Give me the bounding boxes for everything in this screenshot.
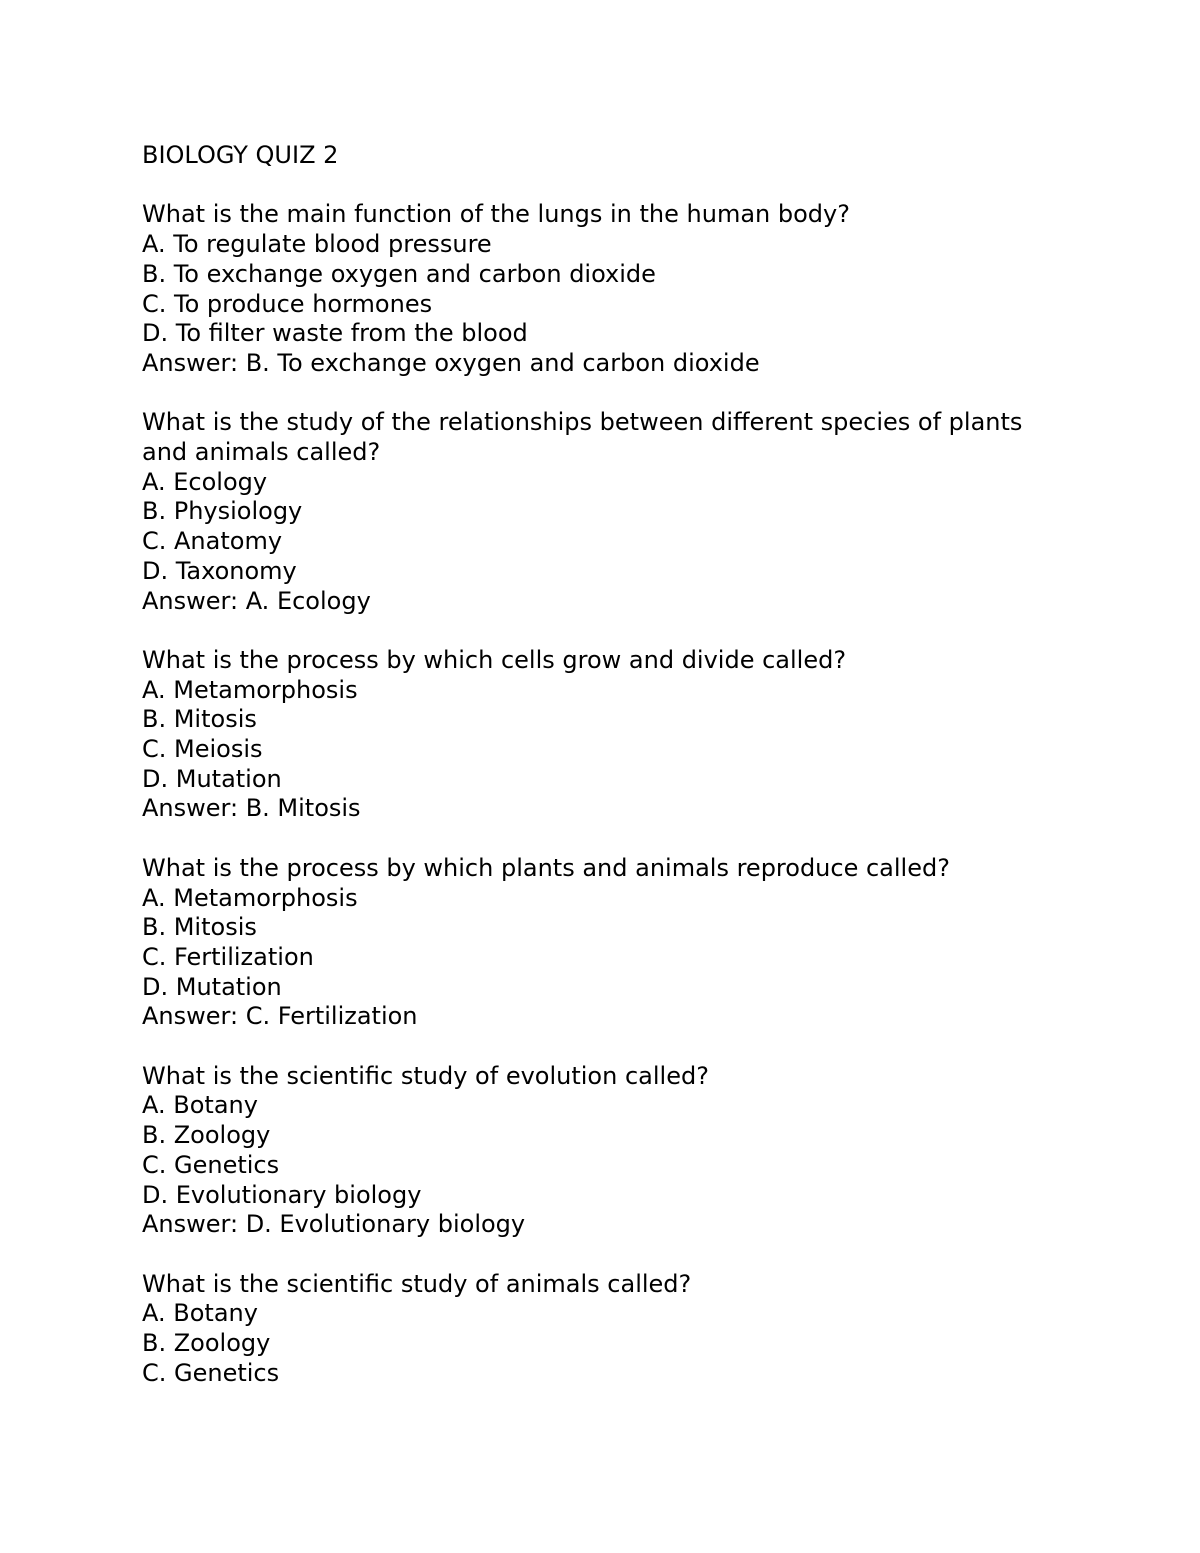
question-block xyxy=(142,1062,1042,1240)
question-text: What is the study of the relationships between different species of plants and animals called? xyxy=(142,408,1031,466)
question-text: What is the scientific study of evolution called? xyxy=(142,1061,709,1090)
option-b: B. Zoology xyxy=(142,1121,271,1150)
option-b: B. Mitosis xyxy=(142,913,257,942)
option-b: B. Zoology xyxy=(142,1329,271,1358)
question-text: What is the scientific study of animals called? xyxy=(142,1269,692,1298)
answer-text: Answer: D. Evolutionary biology xyxy=(142,1210,526,1239)
page-title: BIOLOGY QUIZ 2 xyxy=(142,141,339,169)
option-a: A. To regulate blood pressure xyxy=(142,230,492,259)
option-c: C. To produce hormones xyxy=(142,289,433,318)
answer-text: Answer: A. Ecology xyxy=(142,586,371,615)
option-a: A. Metamorphosis xyxy=(142,675,358,704)
question-block xyxy=(142,1270,1042,1389)
option-c: C. Genetics xyxy=(142,1358,280,1387)
question-text: What is the process by which cells grow and divide called? xyxy=(142,645,847,674)
answer-text: Answer: C. Fertilization xyxy=(142,1002,418,1031)
option-d: D. Mutation xyxy=(142,972,282,1001)
answer-text: Answer: B. To exchange oxygen and carbon dioxide xyxy=(142,348,760,377)
option-c: C. Meiosis xyxy=(142,735,263,764)
question-text: What is the main function of the lungs in the human body? xyxy=(142,200,850,229)
option-d: D. Evolutionary biology xyxy=(142,1180,422,1209)
question-block xyxy=(142,646,1042,824)
question-block xyxy=(142,854,1042,1032)
question-block xyxy=(142,408,1042,616)
option-b: B. Physiology xyxy=(142,497,303,526)
option-b: B. To exchange oxygen and carbon dioxide xyxy=(142,259,656,288)
option-b: B. Mitosis xyxy=(142,705,257,734)
option-a: A. Metamorphosis xyxy=(142,883,358,912)
option-d: D. Taxonomy xyxy=(142,556,297,585)
option-d: D. To filter waste from the blood xyxy=(142,319,528,348)
option-c: C. Fertilization xyxy=(142,942,314,971)
option-a: A. Botany xyxy=(142,1299,258,1328)
option-c: C. Genetics xyxy=(142,1150,280,1179)
document-content xyxy=(142,141,1042,1418)
answer-text: Answer: B. Mitosis xyxy=(142,794,361,823)
question-block xyxy=(142,200,1042,378)
question-text: What is the process by which plants and animals reproduce called? xyxy=(142,853,950,882)
option-a: A. Botany xyxy=(142,1091,258,1120)
option-a: A. Ecology xyxy=(142,467,268,496)
option-d: D. Mutation xyxy=(142,764,282,793)
option-c: C. Anatomy xyxy=(142,527,283,556)
